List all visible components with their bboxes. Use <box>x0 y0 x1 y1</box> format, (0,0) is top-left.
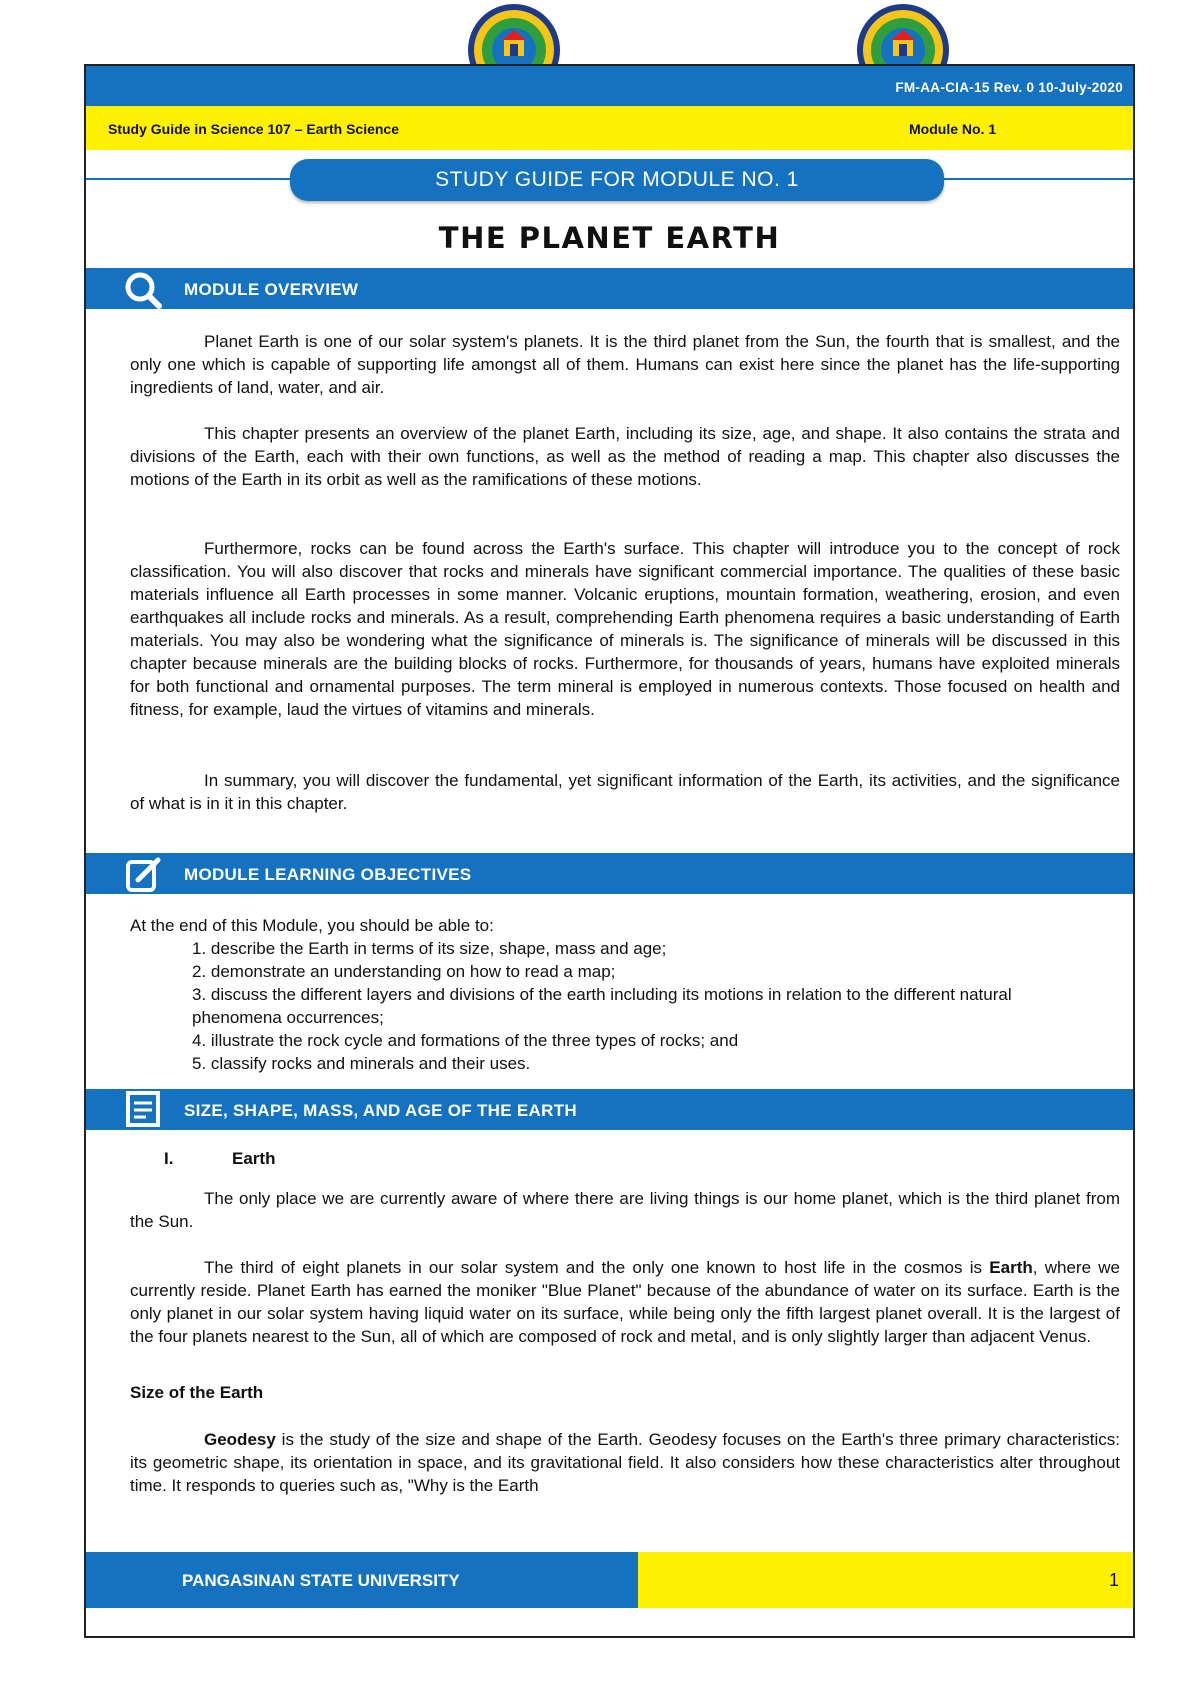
earth-paragraph-1: The only place we are currently aware of where there are living things is our home planet, which is the third planet from the Sun. <box>130 1189 1120 1231</box>
university-name: PANGASINAN STATE UNIVERSITY <box>182 1571 460 1590</box>
form-code: FM-AA-CIA-15 Rev. 0 10-July-2020 <box>895 80 1123 95</box>
subject-title: Study Guide in Science 107 – Earth Science <box>108 121 400 137</box>
magnifier-icon <box>124 271 162 309</box>
overview-paragraph-1: Planet Earth is one of our solar system's planets. It is the third planet from the Sun, the fourth that is smallest, and the only one which is capable of supporting life amongst all of them. Humans can exist here since the planet has the life-supporting ingredients of land, water, and air. <box>130 332 1120 397</box>
document-icon <box>124 1079 162 1117</box>
study-guide-banner: STUDY GUIDE FOR MODULE NO. 1 <box>290 159 944 201</box>
earth-paragraph-2: The third of eight planets in our solar system and the only one known to host life in the cosmos is Earth, where we currently reside. Planet Earth has earned the moniker "Blue Planet" because of the abundance of water on its surface. Earth is the only planet in our solar system having liquid water on its surface, while being only the fifth largest planet overall. It is the largest of the four planets nearest to the Sun, all of which are composed of rock and metal, and is only slightly larger than adjacent Venus. <box>130 1258 1120 1346</box>
heading-numeral: I. <box>164 1149 174 1168</box>
section-size-label: SIZE, SHAPE, MASS, AND AGE OF THE EARTH <box>184 1101 577 1120</box>
heading-text: Earth <box>232 1149 276 1168</box>
section-objectives-label: MODULE LEARNING OBJECTIVES <box>184 865 472 884</box>
earth-heading <box>164 1149 276 1169</box>
university-seal-right <box>855 2 951 72</box>
header-bar <box>86 66 1133 106</box>
objective-item: 2. demonstrate an understanding on how to read a map; <box>192 962 616 981</box>
section-size-bar <box>86 1089 1133 1130</box>
page-frame <box>84 64 1135 1638</box>
edit-icon <box>124 856 162 894</box>
overview-paragraph-2: This chapter presents an overview of the planet Earth, including its size, age, and shape. It also contains the strata and divisions of the Earth, each with their own functions, as well as the method of reading a map. This chapter also discusses the motions of the Earth in its orbit as well as the ramifications of these motions. <box>130 424 1120 489</box>
subject-bar <box>86 106 1133 150</box>
size-subheading: Size of the Earth <box>130 1383 264 1402</box>
objective-item: 1. describe the Earth in terms of its size, shape, mass and age; <box>192 939 667 958</box>
overview-paragraph-4: In summary, you will discover the fundamental, yet significant information of the Earth, its activities, and the significance of what is in it in this chapter. <box>130 771 1120 813</box>
page-number: 1 <box>1108 1570 1119 1590</box>
objectives-intro: At the end of this Module, you should be able to: <box>130 916 494 935</box>
section-overview-label: MODULE OVERVIEW <box>184 280 359 299</box>
objective-item: 5. classify rocks and minerals and their uses. <box>192 1054 531 1073</box>
page-title: THE PLANET EARTH <box>438 221 781 255</box>
objective-item: 3. discuss the different layers and divisions of the earth including its motions in relation to the different natural phenomena occurrences; <box>192 985 1012 1027</box>
objectives-list <box>192 937 1092 1075</box>
module-number: Module No. 1 <box>909 121 997 137</box>
objective-item: 4. illustrate the rock cycle and formations of the three types of rocks; and <box>192 1031 739 1050</box>
university-seal-left <box>466 2 562 72</box>
section-overview-bar <box>86 268 1133 309</box>
section-objectives-bar <box>86 853 1133 894</box>
footer-university-bar <box>86 1552 638 1608</box>
overview-paragraph-3: Furthermore, rocks can be found across the Earth's surface. This chapter will introduce you to the concept of rock classification. You will also discover that rocks and minerals have significant commercial importance. The qualities of these basic materials influence all Earth processes in some manner. Volcanic eruptions, mountain formation, weathering, erosion, and even earthquakes all include rocks and minerals. As a result, comprehending Earth phenomena requires a basic understanding of Earth materials. You may also be wondering what the significance of minerals is. The significance of minerals will be discussed in this chapter because minerals are the building blocks of rocks. Furthermore, for thousands of years, humans have exploited minerals for both functional and ornamental purposes. The term mineral is employed in numerous contexts. Those focused on health and fitness, for example, laud the virtues of vitamins and minerals. <box>130 539 1120 719</box>
geodesy-paragraph: Geodesy is the study of the size and shape of the Earth. Geodesy focuses on the Earth's three primary characteristics: its geometric shape, its orientation in space, and its gravitational field. It also considers how these characteristics alter throughout time. It responds to queries such as, "Why is the Earth <box>130 1430 1120 1495</box>
footer-page-bar <box>638 1552 1133 1608</box>
